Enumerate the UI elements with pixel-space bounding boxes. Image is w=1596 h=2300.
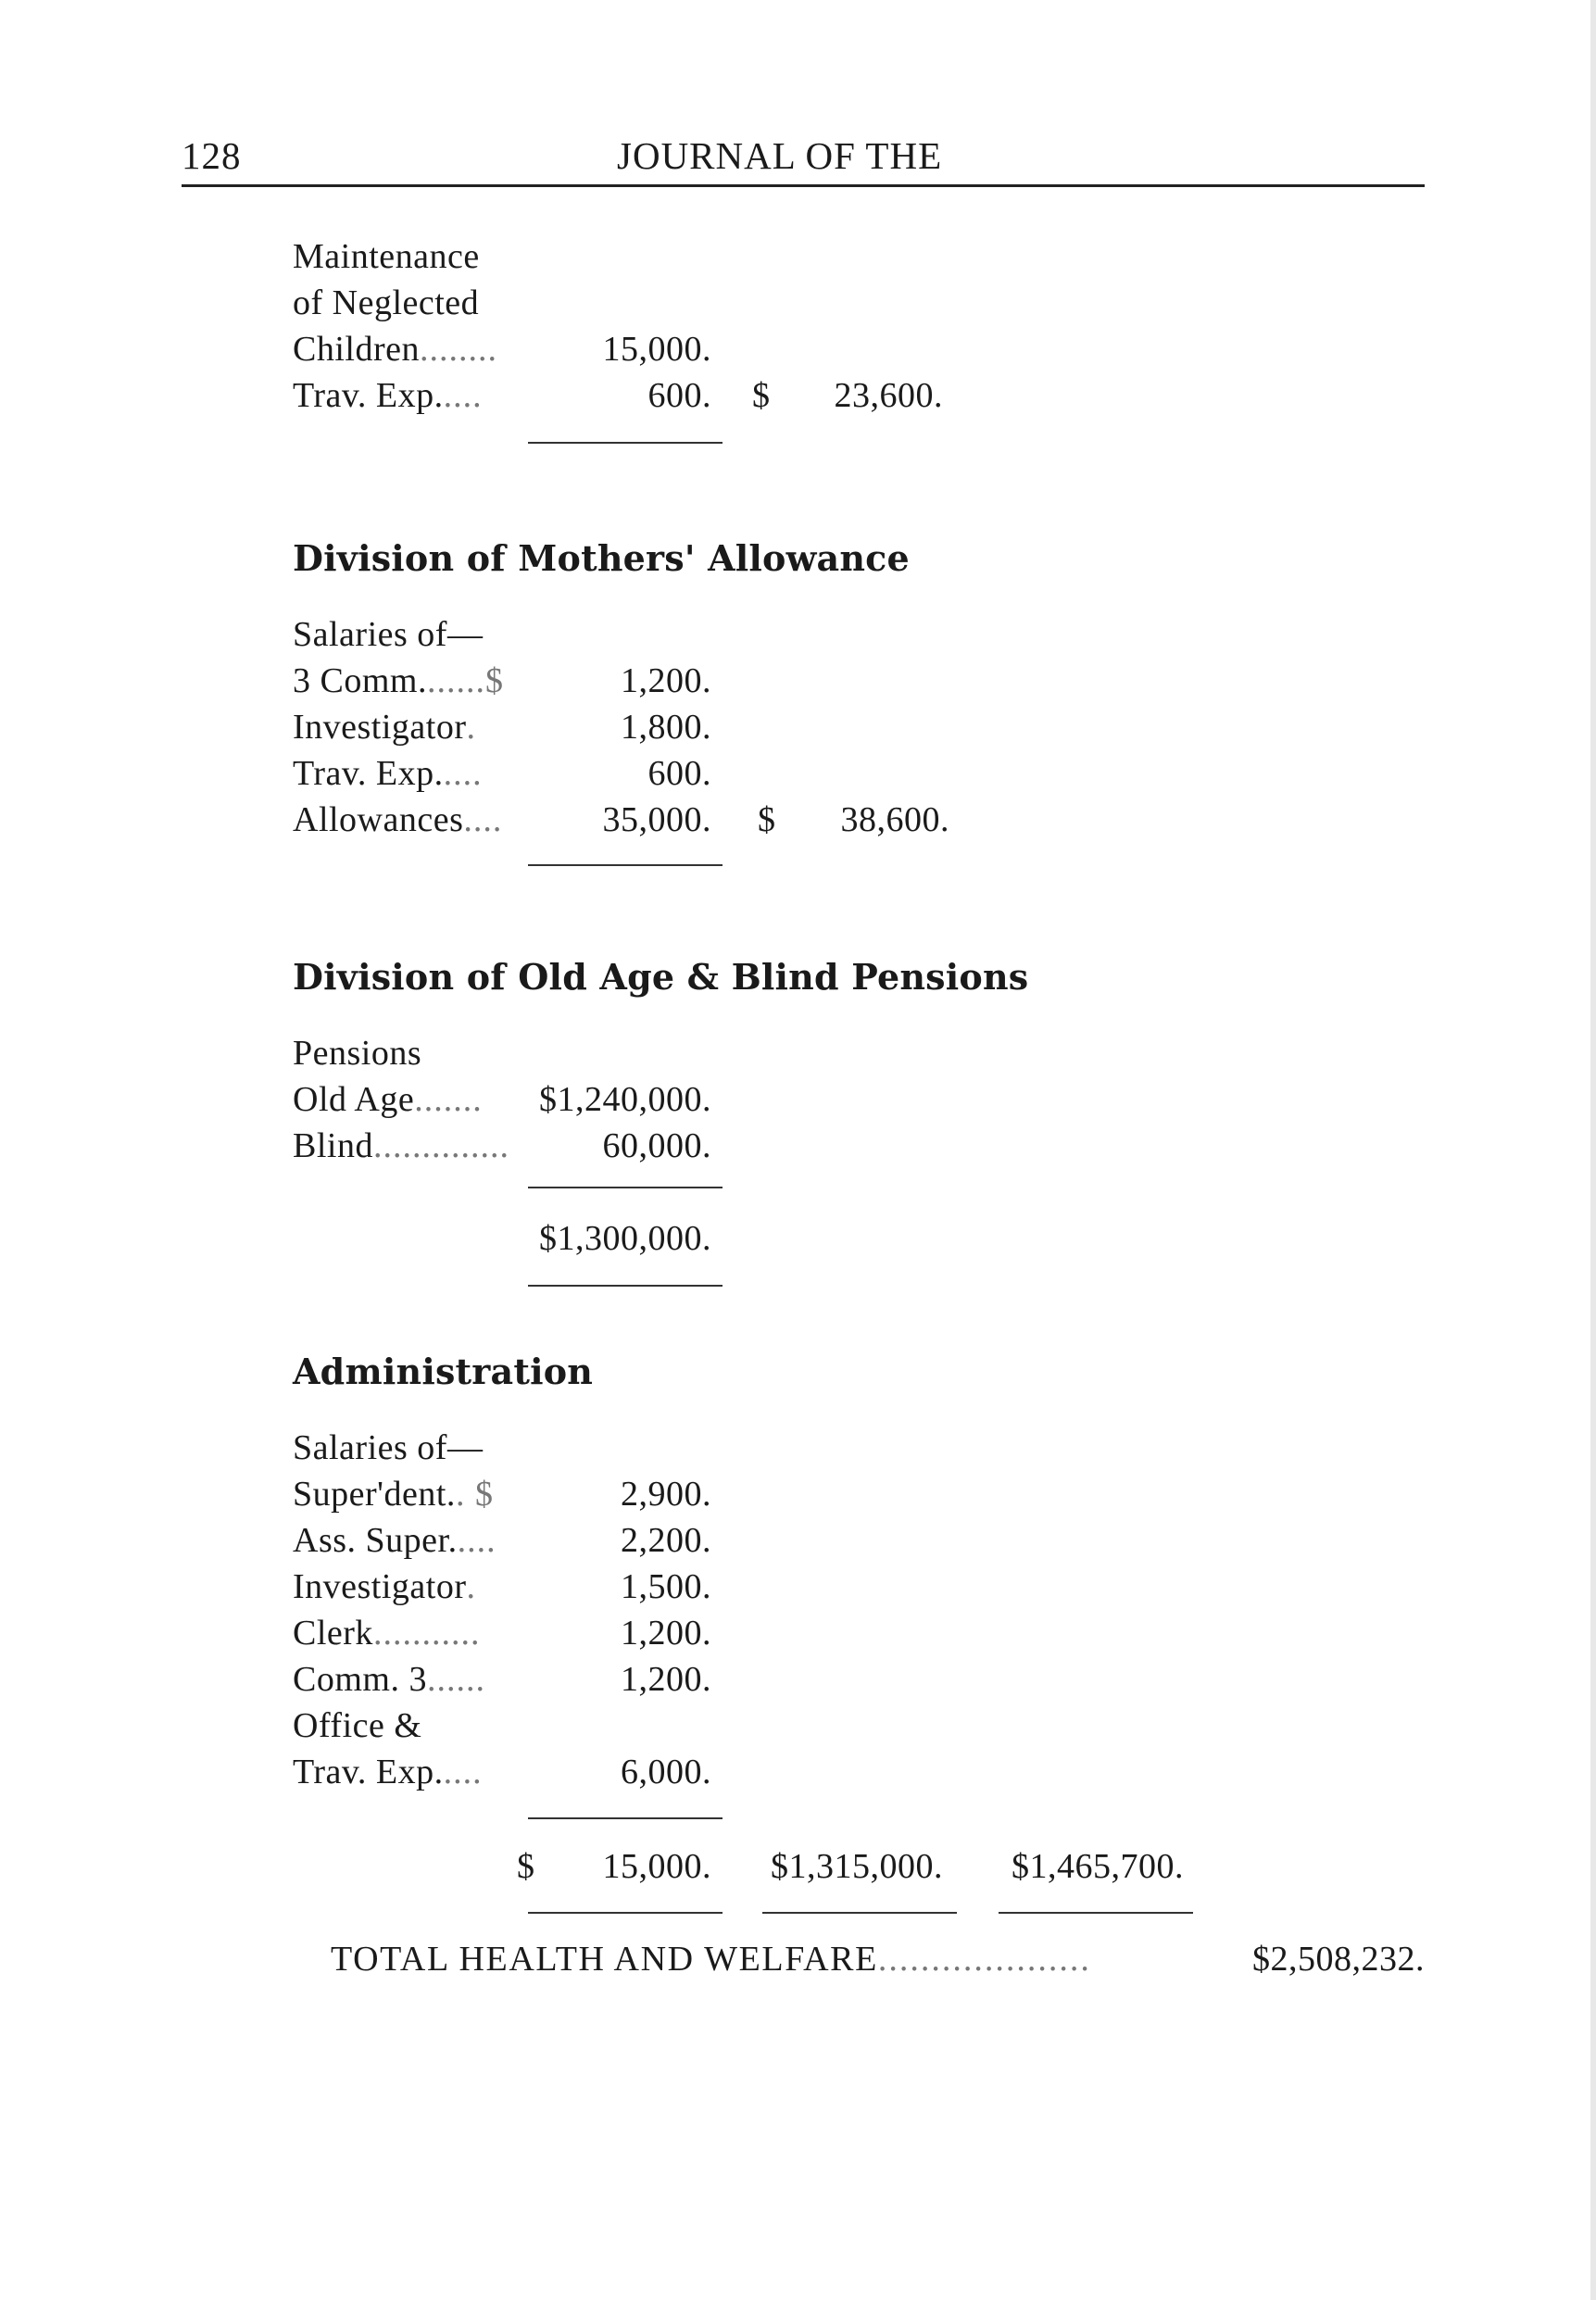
row-amount: 2,900. xyxy=(621,1475,711,1514)
row-label: Salaries of— xyxy=(293,615,484,654)
row-label: Salaries of— xyxy=(293,1428,484,1467)
dollar-sign: $ xyxy=(758,800,776,839)
subtotal-rule xyxy=(528,1187,723,1188)
pensions-total: $1,315,000. xyxy=(771,1847,943,1886)
row-amount: 6,000. xyxy=(621,1753,711,1791)
row-label: Trav. Exp..... xyxy=(293,754,483,793)
header-rule xyxy=(182,184,1425,187)
row-amount: $1,240,000. xyxy=(539,1080,711,1119)
row-label: Trav. Exp..... xyxy=(293,376,483,415)
row-amount: 1,200. xyxy=(621,661,711,700)
row-amount: 15,000. xyxy=(602,330,711,369)
row-amount: 60,000. xyxy=(602,1126,711,1165)
dollar-sign: $ xyxy=(517,1847,535,1886)
dollar-sign: $ xyxy=(752,376,771,415)
section-heading: Division of Old Age & Blind Pensions xyxy=(293,956,1029,998)
row-amount: 2,200. xyxy=(621,1521,711,1560)
subtotal-rule xyxy=(528,864,723,866)
grand-total: $1,465,700. xyxy=(1012,1847,1184,1886)
total-rule xyxy=(999,1912,1193,1914)
row-label: Investigator. xyxy=(293,708,477,747)
section-total: 38,600. xyxy=(840,800,949,839)
row-label: Pensions xyxy=(293,1034,422,1073)
row-label: Trav. Exp..... xyxy=(293,1753,483,1791)
row-label: Super'dent.. $ xyxy=(293,1475,494,1514)
section-total: 23,600. xyxy=(834,376,943,415)
subtotal-rule xyxy=(528,1285,723,1287)
footer-total-amount: $2,508,232. xyxy=(1252,1940,1425,1979)
section-subtotal: $1,300,000. xyxy=(539,1219,711,1258)
row-label: Ass. Super..... xyxy=(293,1521,496,1560)
row-label: Old Age....... xyxy=(293,1080,483,1119)
section-heading: Division of Mothers' Allowance xyxy=(293,537,910,579)
row-label: of Neglected xyxy=(293,283,480,322)
row-label: Office & xyxy=(293,1706,422,1745)
row-label: Clerk........... xyxy=(293,1614,481,1653)
subtotal-rule xyxy=(528,1817,723,1819)
row-amount: 1,200. xyxy=(621,1660,711,1699)
row-amount: 600. xyxy=(647,376,711,415)
row-label: Investigator. xyxy=(293,1567,477,1606)
row-amount: 1,200. xyxy=(621,1614,711,1653)
row-label: Maintenance xyxy=(293,237,480,276)
row-label: Allowances.... xyxy=(293,800,503,839)
page-edge-shadow xyxy=(1590,0,1596,2300)
row-label: Comm. 3...... xyxy=(293,1660,485,1699)
row-amount: 1,800. xyxy=(621,708,711,747)
row-label: Blind.............. xyxy=(293,1126,509,1165)
footer-total-label: TOTAL HEALTH AND WELFARE.................... xyxy=(331,1940,1091,1979)
row-amount: 1,500. xyxy=(621,1567,711,1606)
row-label: 3 Comm.......$ xyxy=(293,661,504,700)
admin-total: 15,000. xyxy=(602,1847,711,1886)
section-heading: Administration xyxy=(293,1351,594,1392)
subtotal-rule xyxy=(528,442,723,444)
row-amount: 35,000. xyxy=(602,800,711,839)
total-rule xyxy=(762,1912,957,1914)
row-amount: 600. xyxy=(647,754,711,793)
total-rule xyxy=(528,1912,723,1914)
page-number: 128 xyxy=(182,134,242,177)
row-label: Children........ xyxy=(293,330,497,369)
running-title: JOURNAL OF THE xyxy=(617,134,943,177)
